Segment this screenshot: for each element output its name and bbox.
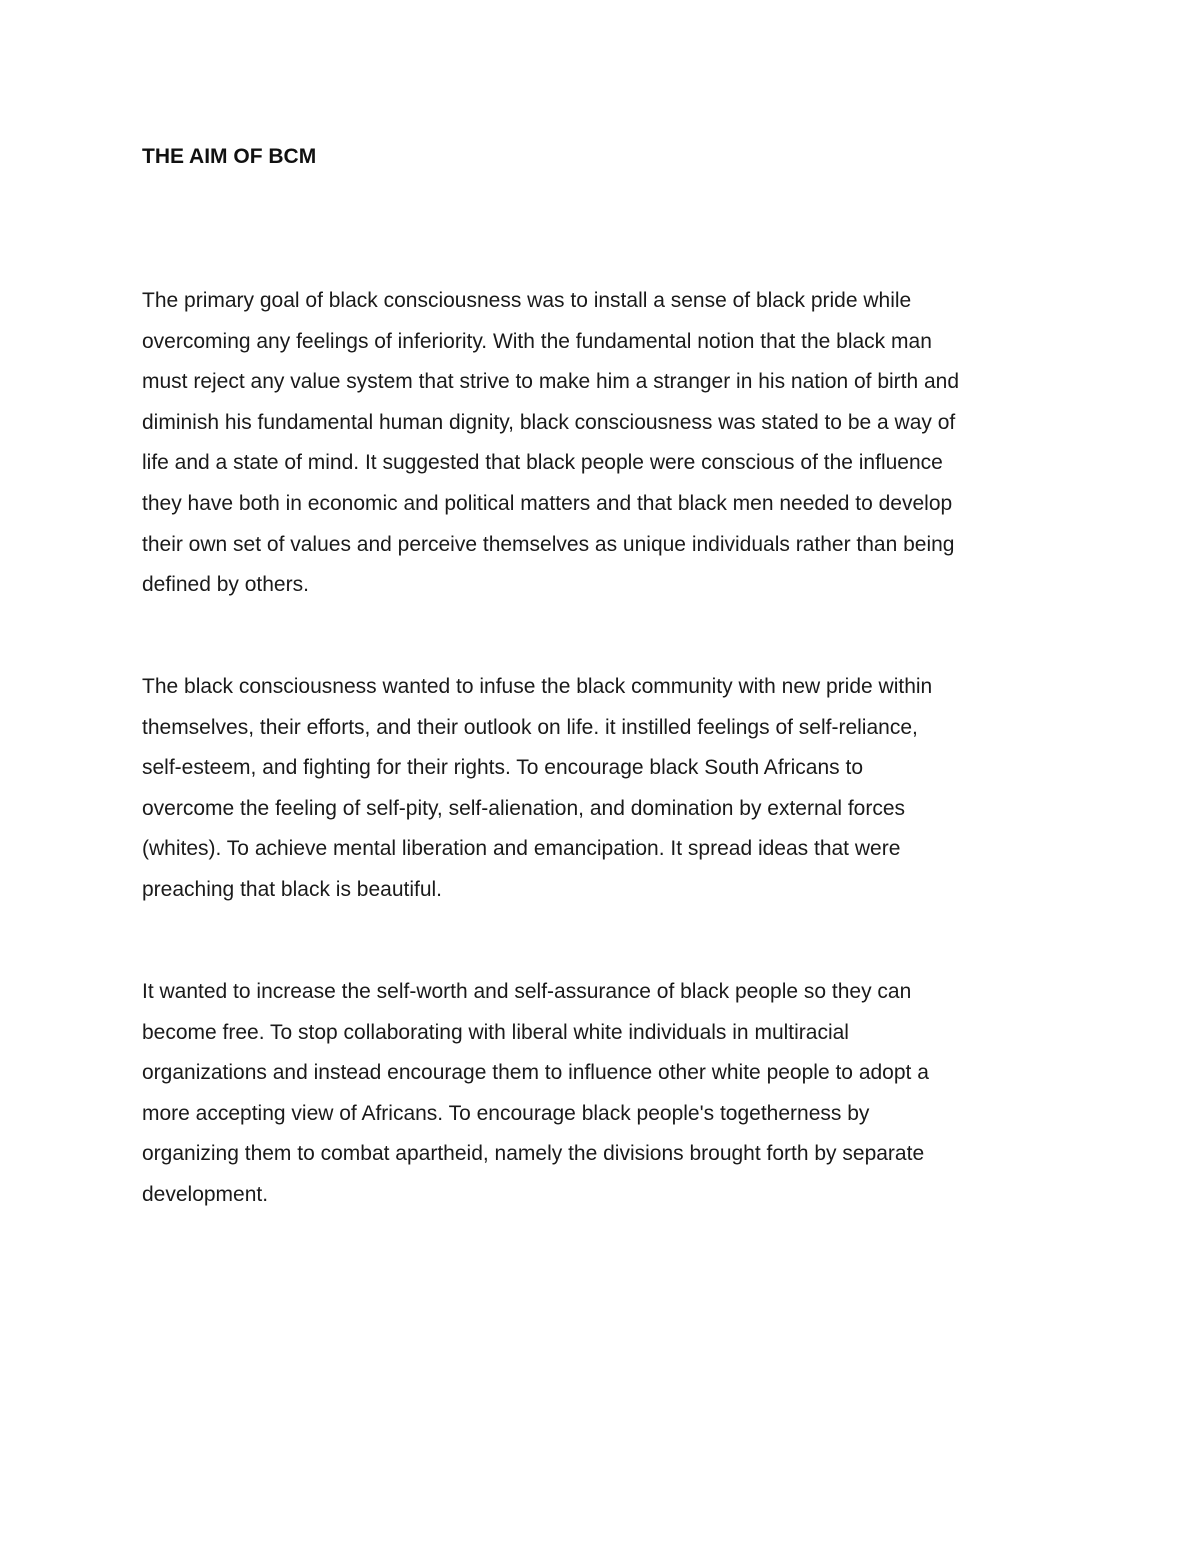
paragraph-line: overcome the feeling of self-pity, self-alienation, and domination by external forces (142, 796, 906, 820)
paragraph-line: their own set of values and perceive themselves as unique individuals rather than being (142, 532, 955, 556)
paragraph-line: life and a state of mind. It suggested that black people were conscious of the influence (142, 451, 943, 475)
paragraph-line: development. (142, 1182, 269, 1206)
paragraph-2 (142, 667, 1072, 911)
paragraph-line: defined by others. (142, 573, 309, 597)
paragraph-line: themselves, their efforts, and their outlook on life. it instilled feelings of self-reliance, (142, 715, 918, 739)
paragraph-line: must reject any value system that strive to make him a stranger in his nation of birth and (142, 370, 960, 394)
paragraph-line: self-esteem, and fighting for their rights. To encourage black South Africans to (142, 756, 864, 780)
paragraph-line: The primary goal of black consciousness was to install a sense of black pride while (142, 289, 912, 312)
paragraph-1 (142, 281, 1072, 606)
paragraph-line: overcoming any feelings of inferiority. With the fundamental notion that the black man (142, 329, 932, 353)
paragraph-line: become free. To stop collaborating with liberal white individuals in multiracial (142, 1020, 849, 1044)
paragraph-line: more accepting view of Africans. To encourage black people's togetherness by (142, 1101, 870, 1125)
paragraph-line: organizations and instead encourage them to influence other white people to adopt a (142, 1061, 929, 1085)
paragraph-line: preaching that black is beautiful. (142, 877, 443, 901)
paragraph-line: The black consciousness wanted to infuse the black community with new pride within (142, 675, 933, 698)
paragraph-line: It wanted to increase the self-worth and self-assurance of black people so they can (142, 980, 912, 1003)
paragraph-3 (142, 972, 1072, 1216)
paragraph-line: (whites). To achieve mental liberation and emancipation. It spread ideas that were (142, 837, 901, 861)
document-title: THE AIM OF BCM (142, 145, 317, 168)
paragraph-line: organizing them to combat apartheid, namely the divisions brought forth by separate (142, 1142, 925, 1166)
paragraph-line: diminish his fundamental human dignity, black consciousness was stated to be a way of (142, 410, 956, 434)
paragraph-line: they have both in economic and political matters and that black men needed to develop (142, 491, 953, 515)
